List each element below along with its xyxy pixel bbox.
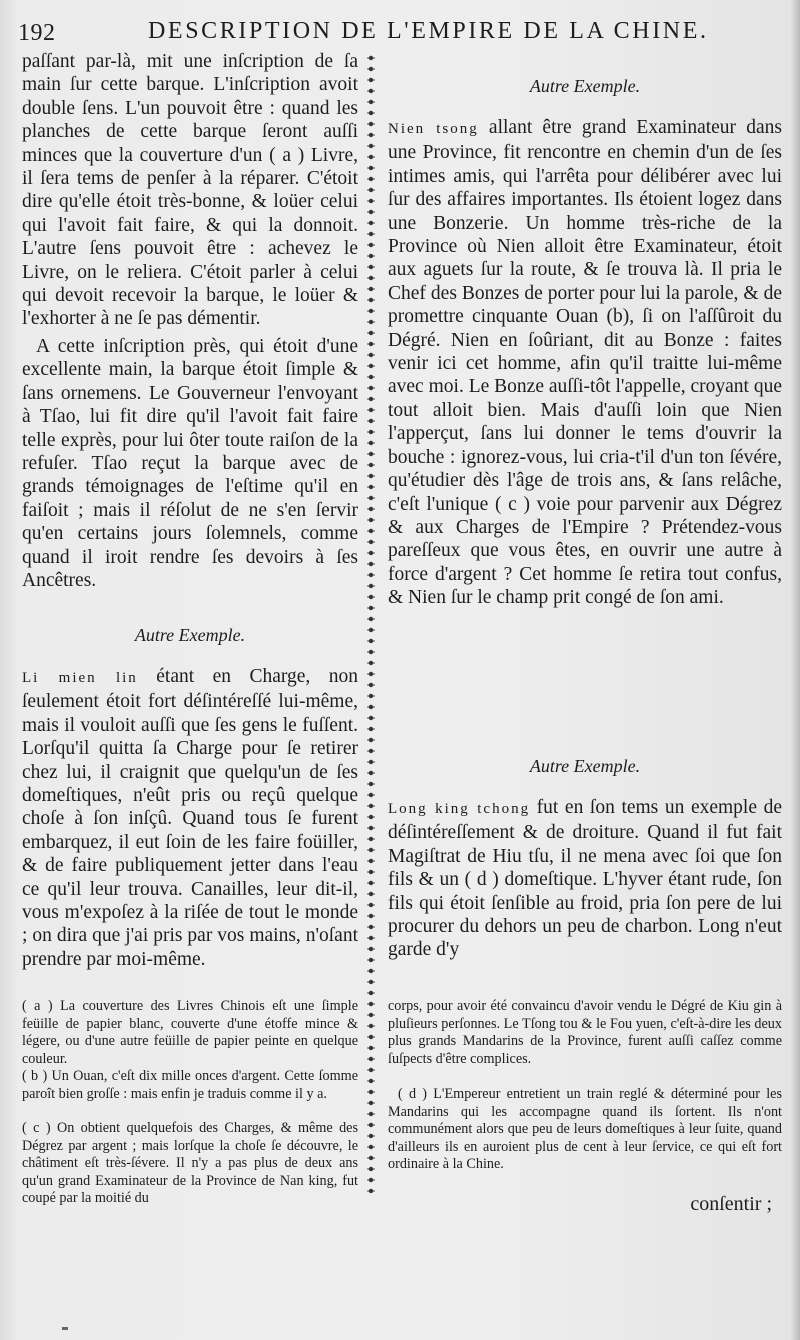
left-paragraph-3 <box>22 665 358 997</box>
fleuron-ornament <box>367 727 375 731</box>
fleuron-ornament <box>367 199 375 203</box>
fleuron-ornament <box>367 518 375 522</box>
person-name: Nien tsong <box>388 121 479 137</box>
fleuron-ornament <box>367 903 375 907</box>
fleuron-ornament <box>367 276 375 280</box>
fleuron-ornament <box>367 331 375 335</box>
fleuron-ornament <box>367 650 375 654</box>
section-heading: Autre Exemple. <box>134 625 246 645</box>
fleuron-ornament <box>367 914 375 918</box>
fleuron-ornament <box>367 1167 375 1171</box>
fleuron-ornament <box>367 947 375 951</box>
fleuron-ornament <box>367 540 375 544</box>
page-title: DESCRIPTION DE L'EMPIRE DE LA CHINE. <box>148 18 709 44</box>
fleuron-ornament <box>367 111 375 115</box>
fleuron-ornament <box>367 507 375 511</box>
fleuron-ornament <box>367 815 375 819</box>
fleuron-ornament <box>367 485 375 489</box>
fleuron-ornament <box>367 936 375 940</box>
fleuron-ornament <box>367 694 375 698</box>
fleuron-ornament <box>367 980 375 984</box>
fleuron-ornament <box>367 166 375 170</box>
fleuron-ornament <box>367 177 375 181</box>
fleuron-ornament <box>367 243 375 247</box>
fleuron-ornament <box>367 265 375 269</box>
fleuron-ornament <box>367 463 375 467</box>
fleuron-ornament <box>367 584 375 588</box>
section-heading: Autre Exemple. <box>529 756 641 776</box>
fleuron-ornament <box>367 474 375 478</box>
fleuron-ornament <box>367 397 375 401</box>
fleuron-ornament <box>367 573 375 577</box>
column-divider-ornament <box>360 50 382 1202</box>
fleuron-ornament <box>367 67 375 71</box>
section-heading: Autre Exemple. <box>529 76 641 96</box>
fleuron-ornament <box>367 364 375 368</box>
fleuron-ornament <box>367 881 375 885</box>
fleuron-ornament <box>367 859 375 863</box>
fleuron-ornament <box>367 386 375 390</box>
fleuron-ornament <box>367 1101 375 1105</box>
fleuron-ornament <box>367 89 375 93</box>
fleuron-ornament <box>367 1079 375 1083</box>
left-paragraph-2: A cette inſcription près, qui étoit d'une excellente main, la barque étoit ſimple & ſans ornemens. Le Gouverneur l'envoyant à Tſao, lui fit dire qu'il l'avoit fait faire telle exprès, pour lui ôter toute raiſon de la refuſer. Tſao reçut la barque avec de grands témoignages de l'eſtime qu'il en faiſoit ; mais il réſolut de ne s'en ſervir qu'en certains jours ſolemnels, comme quand il iroit rendre ſes devoirs à ſes Ancêtres. <box>22 336 358 592</box>
fleuron-ornament <box>367 529 375 533</box>
footnotes-right <box>388 998 782 1191</box>
page-number: 192 <box>18 20 56 46</box>
fleuron-ornament <box>367 1134 375 1138</box>
fleuron-ornament <box>367 419 375 423</box>
fleuron-ornament <box>367 221 375 225</box>
fleuron-ornament <box>367 155 375 159</box>
fleuron-ornament <box>367 892 375 896</box>
fleuron-ornament <box>367 672 375 676</box>
fleuron-ornament <box>367 1156 375 1160</box>
fleuron-ornament <box>367 1090 375 1094</box>
fleuron-ornament <box>367 606 375 610</box>
fleuron-ornament <box>367 1035 375 1039</box>
fleuron-ornament <box>367 1189 375 1193</box>
fleuron-ornament <box>367 969 375 973</box>
fleuron-ornament <box>367 716 375 720</box>
footnote-a: ( a ) La couverture des Livres Chinois eſt une ſimple feüille de papier blanc, couverte d'une étoffe mince & légere, ou d'une autre feüille de papier peinte en quelque couleur. <box>22 998 358 1067</box>
person-name: Long king tchong <box>388 801 531 817</box>
fleuron-ornament <box>367 793 375 797</box>
fleuron-ornament <box>367 639 375 643</box>
fleuron-ornament <box>367 56 375 60</box>
ink-mark <box>62 1327 68 1330</box>
fleuron-ornament <box>367 958 375 962</box>
fleuron-ornament <box>367 188 375 192</box>
fleuron-ornament <box>367 210 375 214</box>
footnote-c: ( c ) On obtient quelquefois des Charges, & même des Dégrez par argent ; mais lorſque la choſe ſe découvre, le châtiment eſt très-ſévere. Il n'y a pas plus de deux ans qu'un grand Examinateur de la Province de Nan king, fut coupé par la moitié du <box>22 1120 358 1206</box>
fleuron-ornament <box>367 738 375 742</box>
fleuron-ornament <box>367 353 375 357</box>
fleuron-ornament <box>367 562 375 566</box>
fleuron-ornament <box>367 617 375 621</box>
left-column <box>22 50 358 997</box>
fleuron-ornament <box>367 78 375 82</box>
fleuron-ornament <box>367 925 375 929</box>
right-paragraph-1 <box>388 116 782 730</box>
person-name: Li mien lin <box>22 670 138 686</box>
fleuron-ornament <box>367 771 375 775</box>
footnotes-left <box>22 998 358 1208</box>
fleuron-ornament <box>367 628 375 632</box>
fleuron-ornament <box>367 1046 375 1050</box>
fleuron-ornament <box>367 1013 375 1017</box>
right-column <box>388 50 782 986</box>
footnote-b: ( b ) Un Ouan, c'eſt dix mille onces d'argent. Cette ſomme paroît bien groſſe : mais enfin je traduis comme il y a. <box>22 1068 358 1102</box>
fleuron-ornament <box>367 496 375 500</box>
footnote-c-continued: corps, pour avoir été convaincu d'avoir vendu le Dégré de Kiu gin à pluſieurs perſonnes. Le Tſong tou & le Fou yuen, c'eſt-à-dire les deux plus grands Mandarins de la Province, furent auſſi caſſez comme ſuſpects d'être complices. <box>388 998 782 1067</box>
paragraph-text: allant être grand Examinateur dans une Province, fit rencontre en chemin d'un de ſes intimes amis, qui l'arrêta pour délibérer avec lui ſur des affaires importantes. Ils étoient logez dans une Bonzerie. Un homme très-riche de la Province où Nien alloit être Examinateur, étoit aux aguets ſur la route, & ſe trouva là. Il pria le Chef des Bonzes de porter pour lui la parole, & de promettre cinquante Ouan (b), ſi on l'aſſûroit du Dégré. Nien en ſoûriant, dit au Bonze : faites venir ici cet homme, afin qu'il traitte lui-même avec moi. Le Bonze auſſi-tôt l'appelle, croyant que tout alloit bien. Mais d'auſſi loin que Nien l'apperçut, ſans lui donner le tems d'ouvrir la bouche : ignorez-vous, lui cria-t'il d'un ton ſévére, qu'étudier dès l'âge de trois ans, & ſans relâche, c'eſt l'unique ( c ) voie pour parvenir aux Dégrez & aux Charges de l'Empire ? Prétendez-vous pareſſeux que vous êtes, en ouvrir une autre à force d'argent ? Cet homme ſe retira tout confus, & Nien ſur le champ prit congé de ſon ami. <box>388 117 782 609</box>
fleuron-ornament <box>367 848 375 852</box>
fleuron-ornament <box>367 144 375 148</box>
fleuron-ornament <box>367 661 375 665</box>
fleuron-ornament <box>367 430 375 434</box>
footnote-d: ( d ) L'Empereur entretient un train reglé & déterminé pour les Mandarins qui les accompagne quand ils ſortent. Ils n'ont communément alors que peu de leurs domeſtiques à leur ſuite, quand d'ailleurs ils en auroient plus de cent à leur ſervice, ce qui eſt fort ordinaire à la Chine. <box>388 1086 782 1172</box>
fleuron-ornament <box>367 287 375 291</box>
fleuron-ornament <box>367 1068 375 1072</box>
catchword: conſentir ; <box>690 1193 772 1215</box>
fleuron-ornament <box>367 1123 375 1127</box>
page-fold-shadow <box>790 0 800 1340</box>
fleuron-ornament <box>367 375 375 379</box>
fleuron-ornament <box>367 1145 375 1149</box>
paragraph-text: étant en Charge, non ſeulement étoit fort déſintéreſſé lui-même, mais il vouloit auſſi que ſes gens le fuſſent. Lorſqu'il quitta ſa Charge pour ſe retirer chez lui, il craignit que quelqu'un de ſes domeſtiques, n'eût pris ou reçû quelque choſe à ſon inſçû. Quand tous ſe furent embarquez, il eut ſoin de les faire foüiller, & de faire publiquement jetter dans l'eau ce qu'il leur trouva. Canailles, leur dit-il, vous m'expoſez à la riſée de tout le monde ; on dira que j'ai pris par vos mains, n'oſant prendre par moi-même. <box>22 666 358 970</box>
fleuron-ornament <box>367 320 375 324</box>
fleuron-ornament <box>367 122 375 126</box>
fleuron-ornament <box>367 441 375 445</box>
fleuron-ornament <box>367 760 375 764</box>
fleuron-ornament <box>367 826 375 830</box>
fleuron-ornament <box>367 309 375 313</box>
fleuron-ornament <box>367 1178 375 1182</box>
fleuron-ornament <box>367 991 375 995</box>
fleuron-ornament <box>367 1112 375 1116</box>
running-head <box>18 18 788 50</box>
paragraph-text: fut en ſon tems un exemple de déſintéreſſement & de droiture. Quand il fut fait Magiſtrat de Hiu tſu, il ne mena avec ſoi que ſon fils & un ( d ) domeſtique. L'hyver étant rude, ſon fils qui étoit ſenſible au froid, pria ſon pere de lui procurer du dehors un peu de charbon. Long n'eut garde d'y <box>388 797 782 961</box>
fleuron-ornament <box>367 408 375 412</box>
fleuron-ornament <box>367 298 375 302</box>
fleuron-ornament <box>367 870 375 874</box>
fleuron-ornament <box>367 1002 375 1006</box>
fleuron-ornament <box>367 837 375 841</box>
fleuron-ornament <box>367 749 375 753</box>
fleuron-ornament <box>367 595 375 599</box>
fleuron-ornament <box>367 133 375 137</box>
fleuron-ornament <box>367 1057 375 1061</box>
left-paragraph-1: paſſant par-là, mit une inſcription de ſa main ſur cette barque. L'inſcription avoit double ſens. L'un pouvoit être : quand les planches de cette barque ſeront auſſi minces que la couverture d'un ( a ) Livre, il ſera tems de penſer à la réparer. C'étoit dire qu'elle étoit très-bonne, & loüer celui qui l'avoit fait faire, & qui la donnoit. L'autre ſens pouvoit être : achevez le Livre, on le reliera. C'étoit parler à celui qui devoit recevoir la barque, le loüer & l'exhorter à ne ſe pas démentir. <box>22 51 358 330</box>
fleuron-ornament <box>367 342 375 346</box>
right-paragraph-2 <box>388 796 782 986</box>
fleuron-ornament <box>367 1024 375 1028</box>
fleuron-ornament <box>367 804 375 808</box>
fleuron-ornament <box>367 683 375 687</box>
fleuron-ornament <box>367 705 375 709</box>
fleuron-ornament <box>367 551 375 555</box>
fleuron-ornament <box>367 782 375 786</box>
fleuron-ornament <box>367 232 375 236</box>
fleuron-ornament <box>367 100 375 104</box>
fleuron-ornament <box>367 452 375 456</box>
fleuron-ornament <box>367 254 375 258</box>
